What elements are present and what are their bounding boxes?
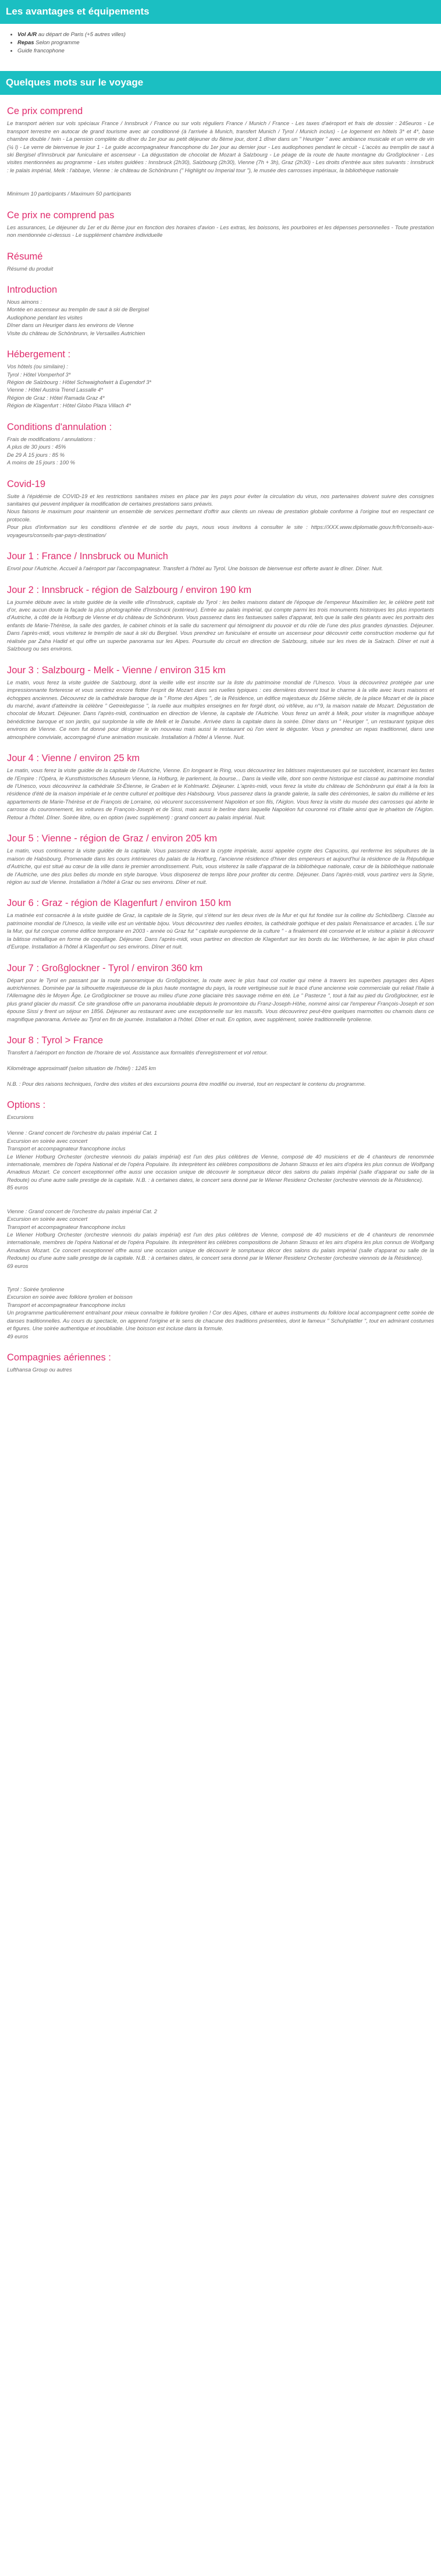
- section-title-price-includes: Ce prix comprend: [7, 106, 83, 117]
- section-text-cancellation: Frais de modifications / annulations : A plus de 30 jours : 45% De 29 À 15 jours : 85 % A moins de 15 jours : 100 %: [7, 435, 96, 466]
- section-text-day-4: Le matin, vous ferez la visite guidée de la capitale de l'Autriche, Vienne. En longeant le Ring, vous découvrirez les bâtisses majestueuses qui se succèdent, incarnant les fastes de l'Empire : l'Opéra, le Kunsthistorisches Museum Vienne, la Hofburg, le parlement, la bourse... Dans la vieille ville, dont son centre historique est classé au patrimoine mondial de l'Unesco, vous découvrirez la cathédrale St-Étienne, le Graben et le Kohlmarkt. Déjeuner. L'après-midi, vous ferez la visite du château de Schönbrunn qui était à la fois la résidence d'été de la maison impériale et le centre culturel et politique des Habsbourg. Vous passerez dans la grande galerie, la salle des cérémonies, le salon du millième et les appartements de Marie-Thérèse et de François de Lorraine, où vécurent successivement Napoléon et son fils, l'Aiglon. Vous ferez la visite du musée des carrosses qui abrite le carrosse du couronnement, les voitures de François-Joseph et de Sissi, mais aussi le berline dans laquelle Napoléon fut couronné roi d'Italie ainsi que le phaéton de l'Aiglon. Retour à l'hôtel. Dîner. Soirée libre, ou en option (avec supplément) : grand concert au palais impérial. Nuit.: [7, 767, 434, 820]
- trip-content: [0, 95, 441, 1391]
- section-title-day-6: Jour 6 : Graz - région de Klagenfurt / environ 150 km: [7, 898, 232, 909]
- section-title-cancellation: Conditions d'annulation :: [7, 421, 112, 432]
- advantage-text: Guide francophone: [17, 47, 65, 54]
- section-title-day-5: Jour 5 : Vienne - région de Graz / environ 205 km: [7, 833, 218, 844]
- advantages-list: [0, 31, 441, 55]
- advantage-text: au départ de Paris (+5 autres villes): [37, 31, 126, 38]
- section-text-price-excludes: Les assurances, Le déjeuner du 1er et du 8ème jour en fonction des horaires d'avion - Les extras, les boissons, les pourboires et les dépenses personnelles - Toute prestation non mentionnée ci-dessus - Le supplément chambre individuelle: [7, 223, 434, 239]
- section-text-day-1: Envol pour l'Autriche. Accueil à l'aéroport par l'accompagnateur. Transfert à l'hôtel au Tyrol. Une boisson de bienvenue est offerte avant le dîner. Dîner. Nuit.: [7, 565, 383, 572]
- section-title-day-7: Jour 7 : Großglockner - Tyrol / environ 360 km: [7, 962, 203, 973]
- section-text-airlines: Lufthansa Group ou autres: [7, 1366, 72, 1373]
- section-text-summary: Résumé du produit: [7, 265, 54, 272]
- section-text-day-7: Départ pour le Tyrol en passant par la route panoramique du Großglockner, la route avec le plus haut col routier qui mène à travers les superbes paysages des Alpes autrichiennes. Dominée par la silhouette majestueuse de la plus haute montagne du pays, la route vertigineuse suit le tracé d'une ancienne voie commerciale qui reliait l'Italie à l'Allemagne dès le Moyen Âge. Le Großglockner se trouve au milieu d'une zone glaciaire très sauvage même en été. Le " Pasterze ", tout à fait au pied du Großglockner, est le plus grand glacier du massif. Ce site grandiose offre un panorama inoubliable depuis le promontoire du Franz-Joseph-Höhe, nommé ainsi car l'empereur François-Joseph et son épouse Sissi y firent un séjour en 1856. Déjeuner au restaurant avec une exceptionnelle sur les massifs. Vous découvrirez peut-être quelques marmottes ou chamois dans ce magnifique panorama. Arrivée au Tyrol en fin de journée. Installation à l'hôtel. Dîner et nuit. En option, avec supplément, soirée traditionnelle tyrolienne.: [7, 976, 434, 1022]
- advantages-banner: Les avantages et équipements: [0, 0, 441, 24]
- section-title-price-excludes: Ce prix ne comprend pas: [7, 209, 115, 221]
- section-title-airlines: Compagnies aériennes :: [7, 1352, 111, 1363]
- advantage-bold: Repas: [17, 39, 34, 46]
- section-text-introduction: Nous aimons : Montée en ascenseur au tremplin de saut à ski de Bergisel Audiophone pendant les visites Dîner dans un Heuriger dans les environs de Vienne Visite du château de Schönbrunn, le Versailles Autrichien: [7, 298, 149, 336]
- advantage-item: [17, 47, 441, 55]
- advantage-bold: Vol A/R: [17, 31, 37, 38]
- section-title-covid: Covid-19: [7, 478, 46, 489]
- section-title-day-3: Jour 3 : Salzbourg - Melk - Vienne / environ 315 km: [7, 665, 226, 676]
- section-text-day-2: La journée débute avec la visite guidée de la vieille ville d'Innsbruck, capitale du Tyrol : les belles maisons datant de l'époque de l'empereur Maximilien Ier, le célèbre petit toit d'or, avec aucun doute la façade la plus photographiée d'Innsbruck (extérieur). Entrée au palais impérial, qui compte parmi les trois monuments historiques les plus importants d'Autriche, à côté de la Hofburg de Vienne et du château de Schönbrunn. Vous passerez dans les fastueuses salles d'apparat, tels que la salle des géants avec les portraits des enfants de Marie-Thérèse, la salle des gardes, le cabinet chinois et la salle du sacrement qui témoignent du pouvoir et du rôle de l'une des plus grandes dynasties. Déjeuner. Dans l'après-midi, vous visiterez le tremplin de saut à ski du Bergisel. Vous prendrez un funiculaire et ensuite un ascenseur pour découvrir cette construction moderne qui fut réalisée par Zaha Hadid et qui offre un superbe panorama sur les Alpes. Poursuite du circuit en direction de Salzbourg, située sur les rives de la Salzach. Dîner et nuit à Salzbourg ou ses environs.: [7, 598, 434, 652]
- section-title-day-2: Jour 2 : Innsbruck - région de Salzbourg / environ 190 km: [7, 584, 252, 595]
- section-text-day-3: Le matin, vous ferez la visite guidée de Salzbourg, dont la vieille ville est inscrite sur la liste du patrimoine mondial de l'Unesco. Vous la découvrirez protégée par une impressionnante forteresse et vous sentirez encore flotter l'esprit de Mozart dans ses ruelles typiques : ces dernières donnent tout le charme à la ville avec leurs maisons et échoppes anciennes. Découvrez de la cathédrale baroque de la " Rome des Alpes ", de la Résidence, un édifice majestueux du 16ème siècle, de la place Mozart et de la place du marché, avant d'atteindre la célèbre " Getreidegasse ", la ruelle aux multiples enseignes en fer forgé dont, où vit/lève, au n°9, la maison natale de Mozart. Dégustation de chocolat de Mozart. Déjeuner. Dans l'après-midi, continuation en direction de Vienne, la capitale de l'Autriche. Vous ferez un arrêt à Melk, pour visiter la magnifique abbaye bénédictine baroque et son jardin, qui surplombe la ville de Melk et le Danube. Arrivée dans la capitale dans la soirée. Dîner dans un " Heuriger ", un restaurant typique des environs de Vienne. Ce nom fut donné pour désigner le vin nouveau mais aussi le restaurant où l'on vient le déguster. Vous y prendrez un repas traditionnel, dans une atmosphère conviviale, accompagné d'une animation musicale. Installation à l'hôtel à Vienne. Nuit.: [7, 678, 434, 740]
- section-title-options: Options :: [7, 1100, 46, 1111]
- advantage-item: [17, 31, 441, 39]
- section-text-price-includes: Le transport aérien sur vols spéciaux France / Innsbruck / France ou sur vols réguliers France / Munich / France - Les taxes d'aéroport et frais de dossier : 245euros - Le transport terrestre en autocar de grand tourisme avec air conditionné (à l'arrivée à Munich, transfert Munich / Tyrol / Munich inclus) - Le logement en hôtels 3* et 4*, base chambre double / twin - La pension complète du dîner du 1er jour au petit déjeuner du 8ème jour, dont 1 dîner dans un " Heuriger " avec ambiance musicale et un verre de vin (¼ l) - Le verre de bienvenue le jour 1 - Le guide accompagnateur francophone du 1er jour au dernier jour - Les audiophones pendant le circuit - L'accès au tremplin de saut à ski Bergisel d'Innsbruck par funiculaire et ascenseur - La dégustation de chocolat de Mozart à Salzbourg - Le péage de la route de haute montagne du Großglockner - Les visites mentionnées au programme - Les visites guidées : Innsbruck (2h30), Salzbourg (2h30), Vienne (7h + 3h), Graz (2h30) - Les droits d'entrée aux sites suivants : Innsbruck : le palais impérial, Melk : l'abbaye, Vienne : le château de Schönbrunn (" Highlight ou Imperial tour "), le musée des carrosses impériaux, la bibliothèque nationale Minimum 10 participants / Maximum 50 participants: [7, 120, 434, 197]
- section-text-day-6: La matinée est consacrée à la visite guidée de Graz, la capitale de la Styrie, qui s'étend sur les deux rives de la Mur et qui fut fondée sur la colline du Schloßberg. Classée au patrimoine mondial de l'Unesco, la vieille ville est un véritable bijou. Vous découvrirez des ruelles étroites, la cathédrale gothique et des palais Renaissance et arcades. L'Île sur la Mur, qui fut conçue comme édifice temporaire en 2003 - année où Graz fut " capitale européenne de la culture " - a finalement été conservée et le visiteur a plaisir à découvrir la bâtisse métallique en forme de coquillage. Déjeuner. Dans l'après-midi, vous partirez en direction de Klagenfurt sur les bords du lac Wörthersee, le lac alpin le plus chaud d'Europe. Installation à l'hôtel à Klagenfurt ou ses environs. Dîner et nuit.: [7, 912, 434, 950]
- section-text-day-5: Le matin, vous continuerez la visite guidée de la capitale. Vous passerez devant la crypte impériale, aussi appelée crypte des Capucins, qui renferme les sépultures de la maison de Habsbourg. Promenade dans les cours intérieures du palais de la Hofburg, l'ancienne résidence d'hiver des empereurs et aujourd'hui la résidence de la République d'Autriche, qui est situé au cœur de la ville dans le premier arrondissement. Puis, vous visiterez la salle d'apparat de la bibliothèque nationale, cœur de la bibliothèque nationale de l'Autriche, une des plus belles du monde en style baroque. Vous disposerez de temps libre pour profiter du centre. Déjeuner. Dans l'après-midi, vous partirez vers la Styrie, région au sud de Vienne. Installation à l'hôtel à Graz ou ses environs. Dîner et nuit.: [7, 847, 434, 885]
- section-title-summary: Résumé: [7, 251, 43, 262]
- advantage-item: [17, 39, 441, 47]
- section-text-day-8: Transfert à l'aéroport en fonction de l'horaire de vol. Assistance aux formalités d'enregistrement et vol retour. Kilométrage approximatif (selon situation de l'hôtel) : 1245 km N.B. : Pour des raisons techniques, l'ordre des visites et des excursions pourra être modifié ou inversé, tout en respectant le contenu du programme.: [7, 1049, 366, 1087]
- section-text-accommodation: Vos hôtels (ou similaire) : Tyrol : Hôtel Vomperhof 3* Région de Salzbourg : Hôtel Schwaighofwirt à Eugendorf 3* Vienne : Hôtel Austria Trend Lassalle 4* Région de Graz : Hôtel Ramada Graz 4* Région de Klagenfurt : Hôtel Globo Plaza Villach 4*: [7, 363, 152, 409]
- section-title-introduction: Introduction: [7, 284, 58, 295]
- section-text-options: Excursions Vienne : Grand concert de l'orchestre du palais impérial Cat. 1 Excursion en soirée avec concert Transport et accompagnateur francophone inclus Le Wiener Hofburg Orchester (orchestre viennois du palais impérial) est l'un des plus célèbres de Vienne, composé de 40 musiciens et de 4 chanteurs de renommée internationale, membres de l'opéra National et de l'opéra Populaire. Ils interprètent les célèbres compositions de Johann Strauss et les airs d'opéra les plus connus de Wolfgang Amadeus Mozart. Ce concert exceptionnel offre aussi une occasion unique de découvrir le somptueux décor des salons du palais impérial (salle d'apparat ou salle de la Redoute) ou d'une autre salle prestige de la capitale. N.B. : à certaines dates, le concert sera donné par le Wiener Residenz Orchester (orchestre viennois de la Résidence). 85 euros Vienne : Grand concert de l'orchestre du palais impérial Cat. 2 Excursion en soirée avec concert Transport et accompagnateur francophone inclus Le Wiener Hofburg Orchester (orchestre viennois du palais impérial) est l'un des plus célèbres de Vienne, composé de 40 musiciens et de 4 chanteurs de renommée internationale, membres de l'opéra National et de l'opéra Populaire. Ils interprètent les célèbres compositions de Johann Strauss et les airs d'opéra les plus connus de Wolfgang Amadeus Mozart. Ce concert exceptionnel offre aussi une occasion unique de découvrir le somptueux décor des salons du palais impérial (salle d'apparat ou salle de la Redoute) ou d'une autre salle prestige de la capitale. N.B. : à certaines dates, le concert sera donné par le Wiener Residenz Orchester (orchestre viennois de la Résidence). 69 euros Tyrol : Soirée tyrolienne Excursion en soirée avec folklore tyrolien et boisson Transport et accompagnateur francophone inclus Un programme particulièrement entraînant pour mieux connaître le folklore tyrolien ! Cor des Alpes, cithare et autres instruments du folklore local accompagnent cette soirée de danses traditionnelles. Au cours du spectacle, on apprend l'origine et le sens de chacune des traditions présentées, dont le fameux " Schuhplattler ", tout en admirant costumes et figures. Une soirée authentique et inoubliable. Une boisson est incluse dans la formule. 49 euros: [7, 1114, 434, 1339]
- trip-banner: Quelques mots sur le voyage: [0, 71, 441, 95]
- section-text-covid: Suite à l'épidémie de COVID-19 et les restrictions sanitaires mises en place par les pays pour éviter la circulation du virus, nos partenaires doivent suivre des consignes sanitaires qui peuvent impliquer la modification de certaines prestations sans préavis. Nous faisons le maximum pour maintenir un ensemble de services permettant d'offrir aux clients un niveau de prestation globale conforme à l'origine tout en respectant ce protocole. Pour plus d'information sur les conditions d'entrée et de sortie du pays, nous vous invitons à consulter le site : https://XXX.www.diplomatie.gouv.fr/fr/conseils-aux-voyageurs/conseils-par-pays-destination/: [7, 492, 434, 538]
- section-title-accommodation: Hébergement :: [7, 349, 71, 360]
- section-title-day-4: Jour 4 : Vienne / environ 25 km: [7, 753, 140, 764]
- section-title-day-1: Jour 1 : France / Innsbruck ou Munich: [7, 551, 168, 562]
- advantage-text: Selon programme: [34, 39, 80, 46]
- section-title-day-8: Jour 8 : Tyrol > France: [7, 1035, 104, 1046]
